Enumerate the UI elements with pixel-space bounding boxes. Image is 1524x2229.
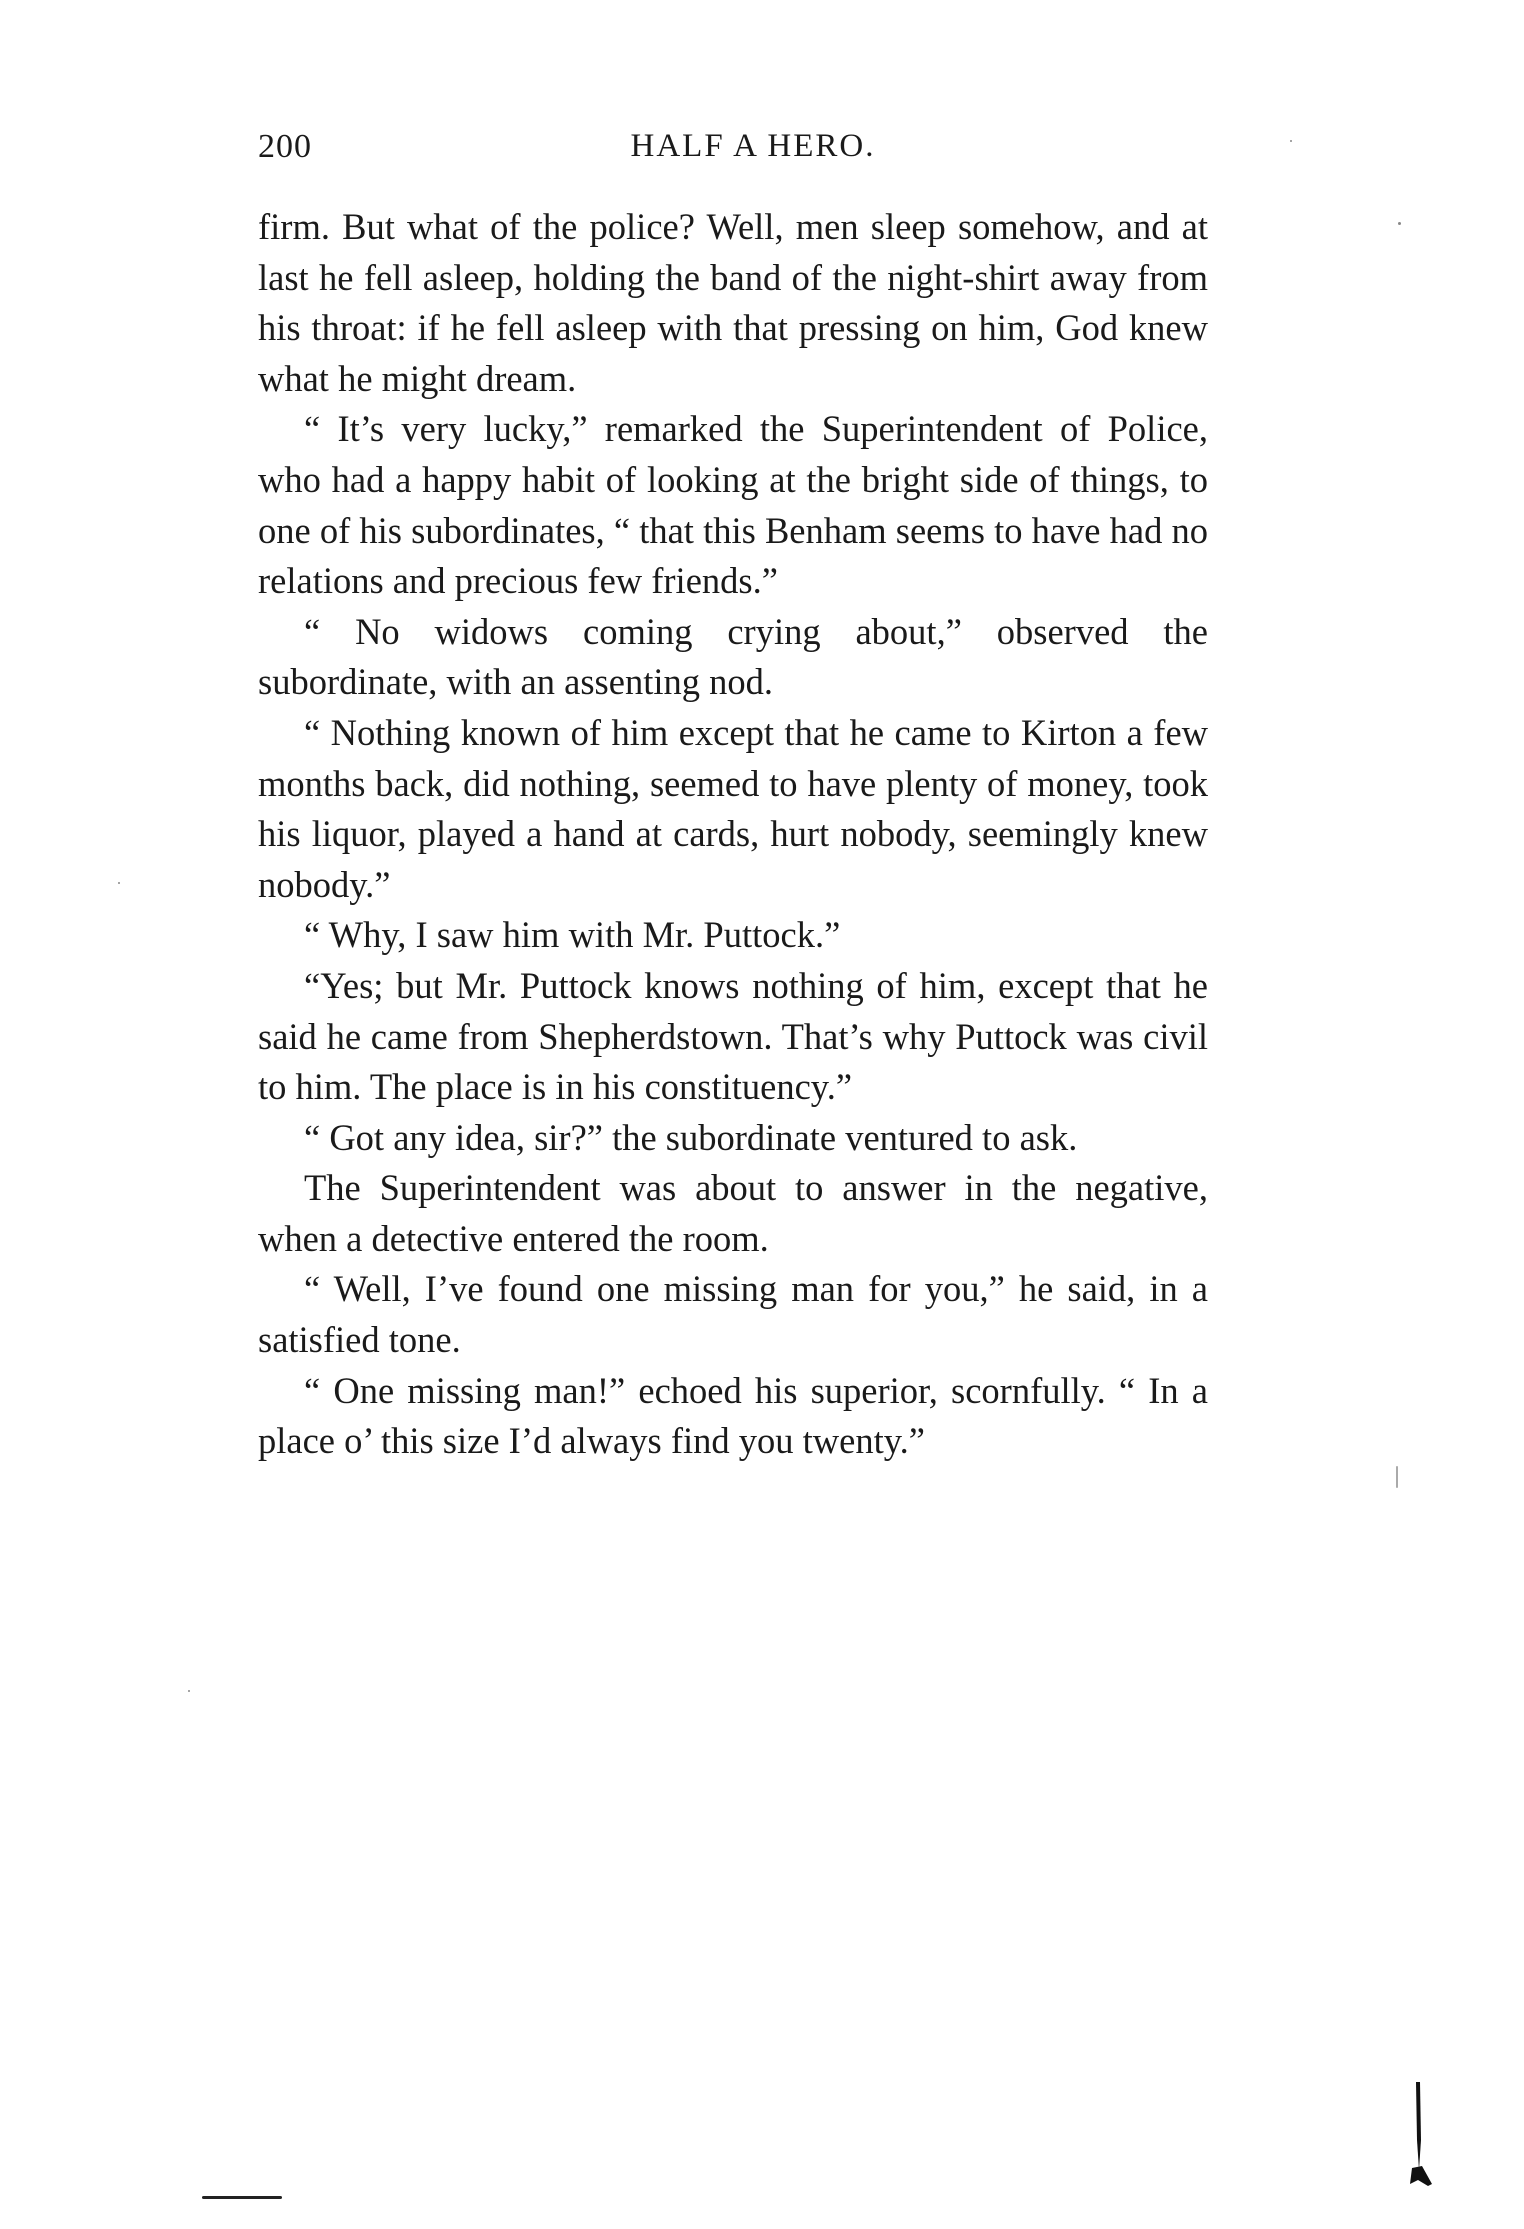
running-title: HALF A HERO.: [630, 128, 876, 164]
paragraph-7: “ Got any idea, sir?” the subordinate ventured to ask.: [304, 1116, 1078, 1158]
paper-speck: [118, 882, 120, 884]
paragraph-5: “ Why, I saw him with Mr. Puttock.”: [304, 914, 841, 956]
paragraph-8: The Superintendent was about to answer in the negative, when a detective entered the room.: [258, 1167, 1208, 1259]
page-corner-mark: [1404, 2080, 1434, 2190]
running-head: [258, 128, 1208, 178]
paper-speck: [1396, 1466, 1398, 1488]
paper-speck: [1290, 140, 1292, 142]
paragraph-2: “ It’s very lucky,” remarked the Superintendent of Police, who had a happy habit of looking at the bright side of things, to one of his subordinates, “ that this Benham seems to have had no relations and precious few friends.”: [258, 408, 1208, 602]
paper-speck: [1398, 222, 1401, 225]
paragraph-6: “Yes; but Mr. Puttock knows nothing of him, except that he said he came from Shepherdstown. That’s why Puttock was civil to him. The place is in his constituency.”: [258, 964, 1208, 1108]
paragraph-4: “ Nothing known of him except that he came to Kirton a few months back, did nothing, seemed to have plenty of money, took his liquor, played a hand at cards, hurt nobody, seemingly knew nobody.”: [258, 711, 1208, 905]
ink-smudge-line: [202, 2196, 282, 2199]
paragraph-1: firm. But what of the police? Well, men sleep somehow, and at last he fell asleep, holding the band of the night-shirt away from his throat: if he fell asleep with that pressing on him, God knew what he might dream.: [258, 206, 1208, 399]
paragraph-10: “ One missing man!” echoed his superior, scornfully. “ In a place o’ this size I’d always find you twenty.”: [258, 1369, 1208, 1462]
paragraph-9: “ Well, I’ve found one missing man for you,” he said, in a satisfied tone.: [258, 1268, 1208, 1361]
paper-speck: [188, 1690, 190, 1692]
page-number: 200: [258, 128, 312, 165]
body-text: [258, 202, 1208, 1467]
paragraph-3: “ No widows coming crying about,” observed the subordinate, with an assenting nod.: [258, 610, 1208, 703]
